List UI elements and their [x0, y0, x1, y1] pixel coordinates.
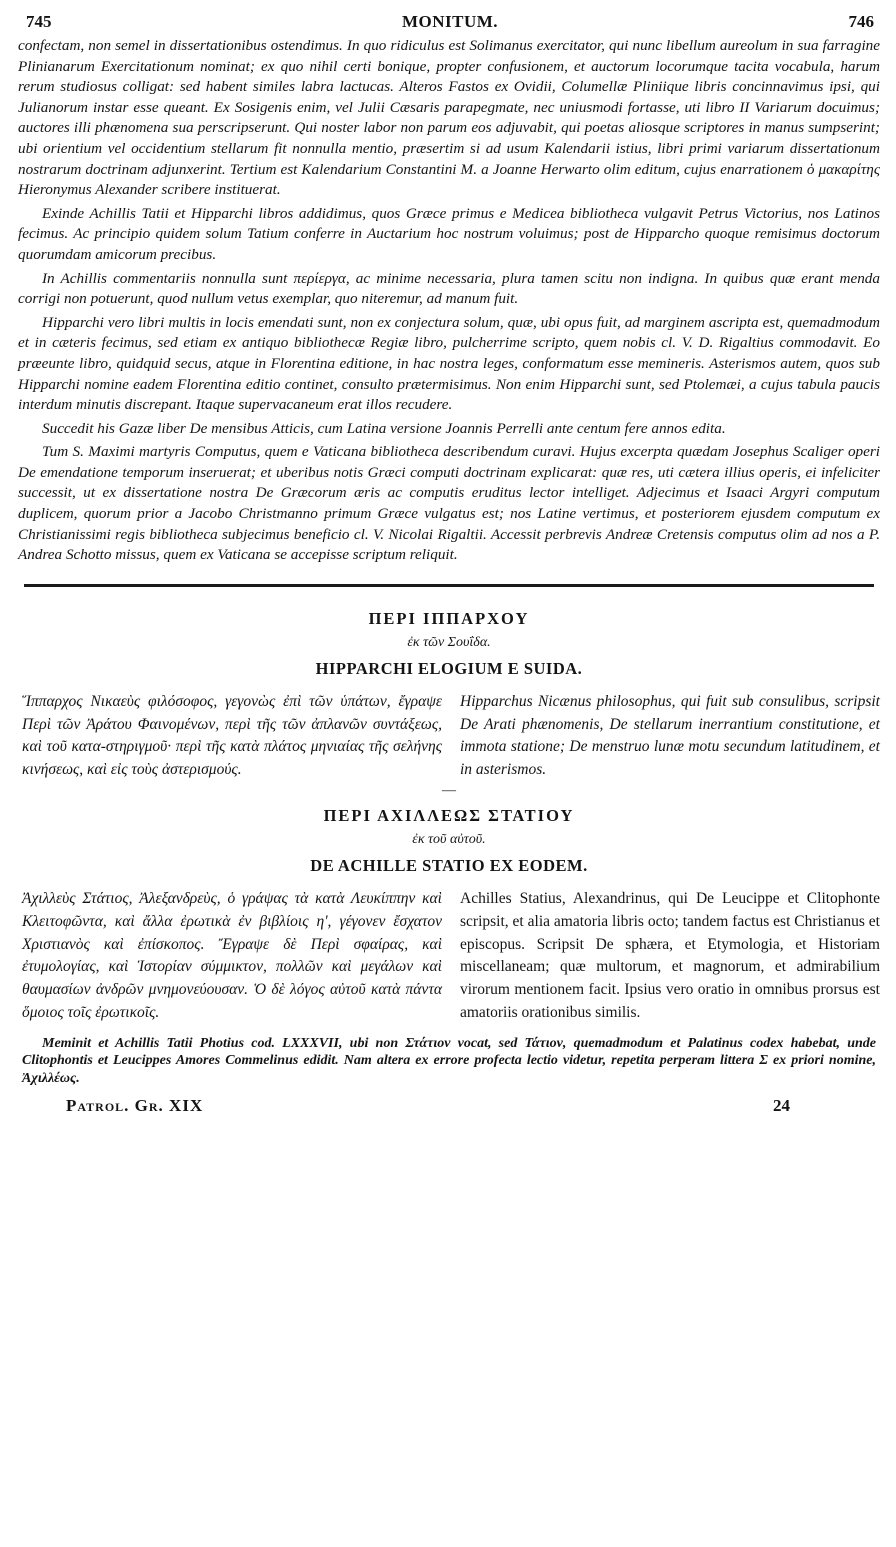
- footnote-text: Meminit et Achillis Tatii Photius cod. LXXXVII, ubi non Στάτιον vocat, sed Τάτιον, quemadmodum et Palatinus codex habebat, unde Clitophontis et Leucippes Amores Commelinus edidit. Nam altera ex errore profecta lectio videtur, repetita perperam littera Σ ex priori nomine, Ἀχιλλέως.: [22, 1035, 876, 1086]
- section-divider: [24, 584, 874, 587]
- hipparchus-greek-column: Ἵππαρχος Νικαεὺς φιλόσοφος, γεγονὼς ἐπὶ τῶν ὑπάτων, ἔγραψε Περὶ τῶν Ἀράτου Φαινομένων, περὶ τῆς τῶν ἀπλανῶν συντάξεως, καὶ τοῦ κατα-στηριγμοῦ· περὶ τῆς κατὰ πλάτος μηνιαίας τῆς σελήνης κινήσεως, καὶ εἰς τοὺς ἀστερισμούς.: [22, 692, 442, 779]
- signature-number: 24: [773, 1095, 790, 1115]
- latin-heading-hipparchus: HIPPARCHI ELOGIUM E SUIDA.: [315, 658, 583, 678]
- page-footer: [18, 1096, 880, 1116]
- monitum-paragraph-6: Tum S. Maximi martyris Computus, quem e Vaticana bibliotheca describendum curavi. Hujus excerpta quædam Josephus Scaliger operi De emendatione temporum inseruerat; et uberibus notis Græci computi doctrinam explicarat: quæ res, uti cætera illius operis, ei infeliciter successit, ut ex dissertatione nostra De Græcorum æris ac computis eruditus lector intelliget. Adjecimus et Isaaci Argyri computum duplicem, quorum prior a Jacobo Christmanno primum Græce vulgatus est; nos Latine vertimus, et posteriorem ejusdem computum ex Christianissimi regis bibliotheca subjecimus beneficio cl. V. Nicolai Rigaltii. Accessit perbrevis Andreæ Cretensis computus olim ad nos a P. Andrea Schotto missus, quem ex Vaticana se accepisse scriptum reliquit.: [18, 443, 880, 564]
- page: [18, 10, 880, 1116]
- greek-subheading-suida: ἐκ τῶν Σουΐδα.: [407, 634, 491, 650]
- page-number-left: 745: [26, 12, 52, 31]
- running-title: MONITUM.: [401, 12, 499, 31]
- monitum-paragraph-2: Exinde Achillis Tatii et Hipparchi libros addidimus, quos Græce primus e Medicea bibliotheca vulgavit Petrus Victorius, nos Latinos fecimus. Ac principio quidem solum Tatium conferre in Auctarium hoc nostrum voluimus; post de Hipparcho quoque remisimus doctorum quorumdam amicorum precibus.: [18, 204, 880, 263]
- volume-signature: Patrol. Gr. XIX: [66, 1095, 204, 1115]
- hipparchus-columns: [18, 691, 880, 782]
- monitum-paragraph-1: confectam, non semel in dissertationibus ostendimus. In quo ridiculus est Solimanus exercitator, qui nunc libellum aureolum in sua farragine Plinianarum Exercitationum nominat; ex quo nihil certi bonique, propter confusionem, et auctorum locorumque tacita vocabula, harum rerum studiosus colligat: sed habent similes labra lactucas. Alteros Fastos ex Ovidii, Columellæ Pliniique libris concinnavimus ipsi, qui Julianorum instar esse queant. Ex Sosigenis enim, vel Julii Cæsaris parapegmate, nec uniusmodi fortasse, uti libro II Variarum docuimus; auctores illi phænomena sua perscripserunt. Qui noster labor non parum eos adjuvabit, qui poetas aliosque scriptores in manus sumpserint; ubi orientium vel occidentium stellarum fit nonnulla mentio, præsertim si ad usum Kalendarii istius, libri primi variarum dissertationum nostrarum doctrinam adjunxerint. Tertium est Kalendarium Constantini M. a Joanne Herwarto olim editum, cujus enarrationem ὁ μακαρίτης Hieronymus Alexander scribere instituerat.: [18, 37, 880, 199]
- achilles-columns: [18, 888, 880, 1025]
- achilles-greek-column: Ἀχιλλεὺς Στάτιος, Ἀλεξανδρεὺς, ὁ γράψας τὰ κατὰ Λευκίππην καὶ Κλειτοφῶντα, καὶ ἄλλα ἐρωτικὰ ἐν βιβλίοις η', γέγονεν ἔσχατον Χριστιανὸς καὶ ἐπίσκοπος. Ἔγραψε δὲ Περὶ σφαίρας, καὶ ἐτυμολογίας, καὶ Ἱστορίαν σύμμικτον, πολλῶν καὶ μεγάλων καὶ θαυμασίων ἀνδρῶν μνημονεύουσαν. Ὁ δὲ λόγος αὐτοῦ κατὰ πάντα ὅμοιος τοῖς ἐρωτικοῖς.: [22, 890, 442, 1022]
- monitum-paragraph-3: In Achillis commentariis nonnulla sunt περίεργα, ac minime necessaria, plura tamen scitu non indigna. In quibus quæ erant menda corrigi non potuerunt, quod nullum vetus exemplar, quo niteremur, ad manum fuit.: [18, 269, 880, 308]
- greek-heading-hipparchus: ΠΕΡΙ ΙΠΠΑΡΧΟΥ: [368, 608, 530, 628]
- monitum-paragraph-4: Hipparchi vero libri multis in locis emendati sunt, non ex conjectura solum, quæ, ubi opus fuit, ad marginem ascripta est, quemadmodum et in cæteris fecimus, sed etiam ex antiquo bibliothecæ Regiæ libro, pulcherrime scripto, quem nobis cl. V. D. Rigaltius commodavit. Eo præeunte libro, quidquid secus, atque in Florentina editione, in hac nostra leges, conformatum esse memineris. Asterismos autem, quos sub Hipparchi nomine eadem Florentina editio continet, consulto prætermisimus. Non enim Hipparchi sunt, sed Ptolemæi, a cujus tabula paucis interdum minutis discrepant. Itaque supervacaneum erat illos recudere.: [18, 313, 880, 414]
- dash-separator: —: [442, 783, 456, 799]
- achilles-latin-column: Achilles Statius, Alexandrinus, qui De Leucippe et Clitophonte scripsit, et alia amatoria libris octo; tandem factus est Christianus et episcopus. Scripsit De sphæra, et Etymologia, et Historiam miscellaneam; quæ multorum, et magnorum, et admirabilium virorum mentionem facit. Ipsius vero oratio in omnibus prorsus est amatoriis orationibus similis.: [460, 890, 880, 1022]
- greek-heading-achilles: ΠΕΡΙ ΑΧΙΛΛΕΩΣ ΣΤΑΤΙΟΥ: [323, 806, 575, 826]
- latin-heading-achilles: DE ACHILLE STATIO EX EODEM.: [310, 856, 588, 876]
- monitum-paragraph-5: Succedit his Gazæ liber De mensibus Atticis, cum Latina versione Joannis Perrelli ante centum fere annos edita.: [42, 419, 726, 437]
- page-number-right: 746: [848, 12, 874, 31]
- hipparchus-latin-column: Hipparchus Nicænus philosophus, qui fuit sub consulibus, scripsit De Arati phænomenis, De stellarum inerrantium constitutione, et immota statione; De menstruo lunæ motu secundum latitudinem, et in asterismos.: [460, 692, 880, 779]
- greek-subheading-eodem: ἐκ τοῦ αὐτοῦ.: [412, 832, 486, 848]
- footnote: [18, 1035, 880, 1088]
- running-head: [18, 10, 880, 34]
- monitum-text: [18, 36, 880, 566]
